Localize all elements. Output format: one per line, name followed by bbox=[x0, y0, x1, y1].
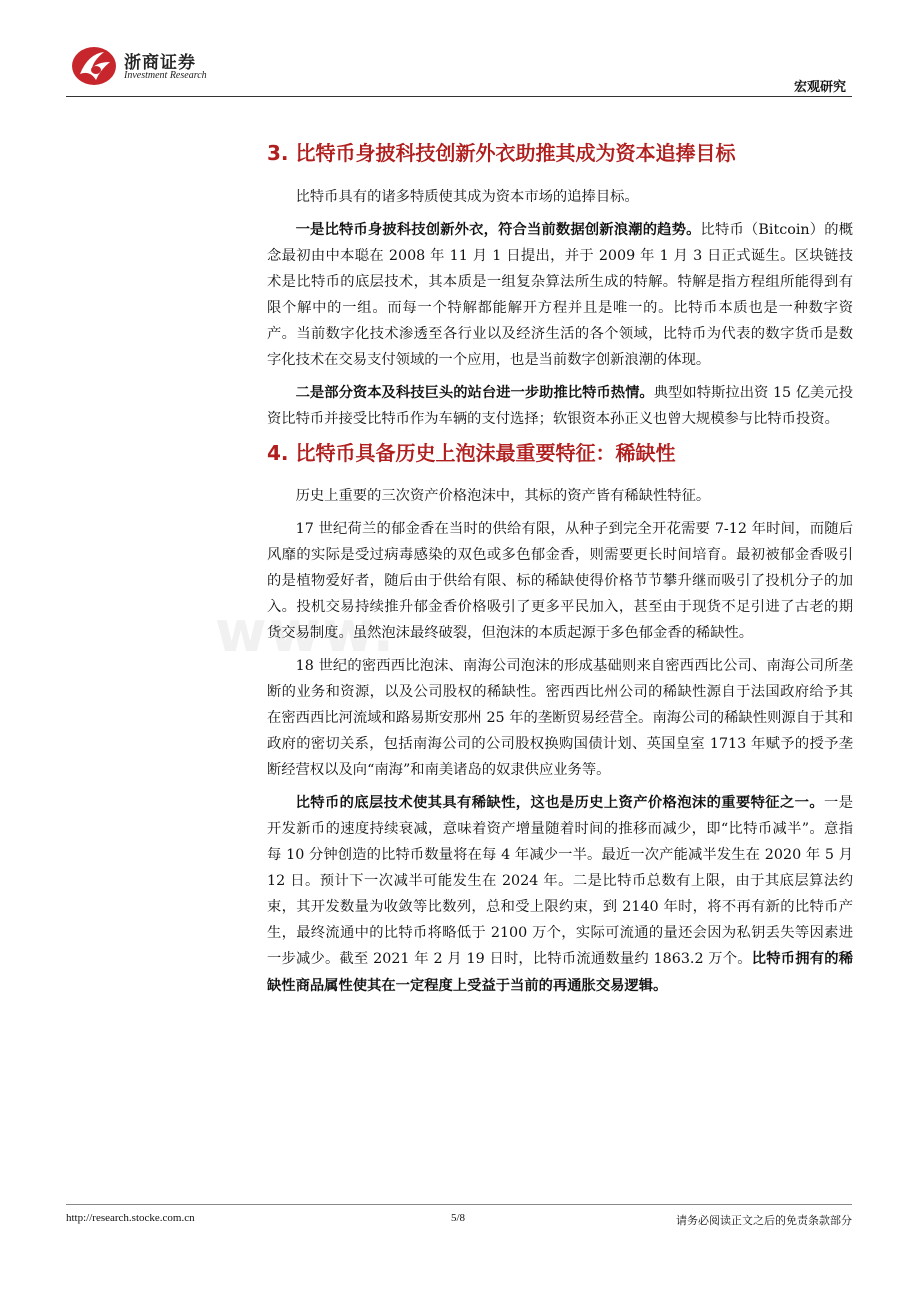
watermark: www. bbox=[215, 600, 396, 665]
brand-name: 浙商证券 bbox=[124, 53, 196, 73]
page-header bbox=[0, 0, 920, 100]
footer-disclaimer: 请务必阅读正文之后的免责条款部分 bbox=[676, 1214, 852, 1227]
body-paragraph: 历史上重要的三次资产价格泡沫中，其标的资产皆有稀缺性特征。 bbox=[295, 488, 711, 505]
emphasis-text: 比特币的底层技术使其具有稀缺性，这也是历史上资产价格泡沫的重要特征之一。 bbox=[295, 794, 825, 811]
page-number: 5/8 bbox=[451, 1212, 466, 1224]
section-heading: 3. 比特币身披科技创新外衣助推其成为资本追捧目标 bbox=[267, 141, 736, 165]
body-paragraph: 17 世纪荷兰的郁金香在当时的供给有限，从种子到完全开花需要 7-12 年时间，而随后风靡的实际是受过病毒感染的双色或多色郁金香，则需要更长时间培育。最初被郁金香吸引的是植物爱好者，随后由于供给有限、标的稀缺使得价格节节攀升继而吸引了投机分子的加入。投机交易持续推升郁金香价格吸引了更多平民加入，甚至由于现货不足引进了古老的期货交易制度。虽然泡沫最终破裂，但泡沫的本质起源于多色郁金香的稀缺性。 bbox=[267, 520, 853, 642]
brand-tagline: Investment Research bbox=[124, 70, 207, 81]
emphasis-text: 二是部分资本及科技巨头的站台进一步助推比特币热情。 bbox=[295, 384, 654, 401]
brand-logo-icon bbox=[70, 44, 120, 88]
emphasis-text: 比特币拥有的稀缺性商品属性使其在一定程度上受益于当前的再通胀交易逻辑。 bbox=[267, 951, 853, 994]
emphasis-text: 一是比特币身披科技创新外衣，符合当前数据创新浪潮的趋势。 bbox=[295, 221, 701, 238]
header-divider bbox=[66, 96, 852, 97]
body-paragraph: 二是部分资本及科技巨头的站台进一步助推比特币热情。典型如特斯拉出资 15 亿美元投资比特币并接受比特币作为车辆的支付选择；软银资本孙正义也曾大规模参与比特币投资。 bbox=[267, 384, 853, 427]
main-content bbox=[267, 138, 853, 1005]
body-paragraph: 18 世纪的密西西比泡沫、南海公司泡沫的形成基础则来自密西西比公司、南海公司所垄断的业务和资源，以及公司股权的稀缺性。密西西比州公司的稀缺性源自于法国政府给予其在密西西比河流域和路易斯安那州 25 年的垄断贸易经营全。南海公司的稀缺性则源自于其和政府的密切关系，包括南海公司的公司股权换购国债计划、英国皇室 1713 年赋予的授予垄断经营权以及向“南海”和南美诸岛的奴隶供应业务等。 bbox=[267, 657, 853, 779]
body-paragraph: 比特币具有的诸多特质使其成为资本市场的追捧目标。 bbox=[295, 189, 639, 205]
section-heading: 4. 比特币具备历史上泡沫最重要特征：稀缺性 bbox=[267, 441, 676, 466]
footer-url-link[interactable]: http://research.stocke.com.cn bbox=[66, 1212, 195, 1224]
body-paragraph: 一是比特币身披科技创新外衣，符合当前数据创新浪潮的趋势。比特币（Bitcoin）的概念最初由中本聪在 2008 年 11 月 1 日提出，并于 2009 年 1 月 3 日正式诞生。区块链技术是比特币的底层技术，其本质是一组复杂算法所生成的特解。特解是指方程组所能得到有限个解中的一组。而每一个特解都能解开方程并且是唯一的。比特币本质也是一种数字资产。当前数字化技术渗透至各行业以及经济生活的各个领域，比特币为代表的数字货币是数字化技术在交易支付领域的一个应用，也是当前数字创新浪潮的体现。 bbox=[267, 221, 854, 369]
footer-divider bbox=[66, 1204, 852, 1205]
report-category: 宏观研究 bbox=[793, 80, 846, 95]
body-paragraph: 比特币的底层技术使其具有稀缺性，这也是历史上资产价格泡沫的重要特征之一。一是开发新币的速度持续衰减，意味着资产增量随着时间的推移而减少，即“比特币减半”。意指每 10 分钟创造的比特币数量将在每 4 年减少一半。最近一次产能减半发生在 2020 年 5 月 12 日。预计下一次减半可能发生在 2024 年。二是比特币总数有上限，由于其底层算法约束，其开发数量为收敛等比数列，总和受上限约束，到 2140 年时，将不再有新的比特币产生，最终流通中的比特币将略低于 2100 万个，实际可流通的量还会因为私钥丢失等因素进一步减少。截至 2021 年 2 月 19 日时，比特币流通数量约 1863.2 万个。比特币拥有的稀缺性商品属性使其在一定程度上受益于当前的再通胀交易逻辑。 bbox=[267, 794, 854, 994]
